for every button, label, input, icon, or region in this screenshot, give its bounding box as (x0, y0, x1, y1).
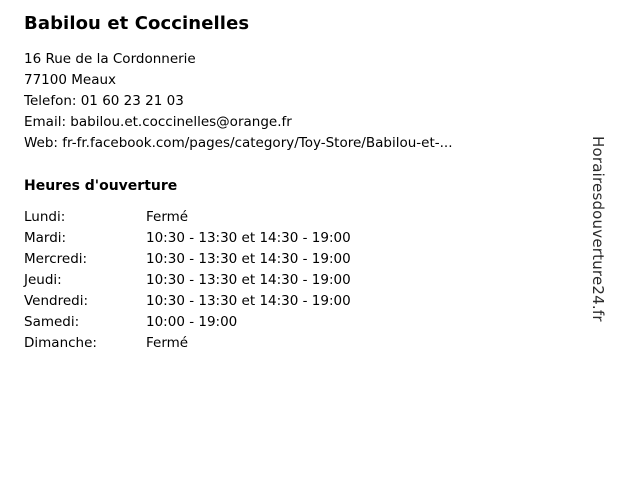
day-label: Vendredi: (24, 293, 89, 309)
page-title: Babilou et Coccinelles (24, 13, 250, 34)
day-label: Mercredi: (24, 251, 88, 267)
phone-line: Telefon: 01 60 23 21 03 (24, 93, 184, 109)
email-line: Email: babilou.et.coccinelles@orange.fr (24, 114, 292, 130)
table-row (24, 291, 466, 312)
day-label: Lundi: (24, 209, 66, 225)
day-hours: Fermé (146, 209, 189, 225)
table-row (24, 333, 466, 354)
table-row (24, 249, 466, 270)
day-label: Samedi: (24, 314, 80, 330)
day-hours: 10:30 - 13:30 et 14:30 - 19:00 (146, 272, 351, 288)
street-address: 16 Rue de la Cordonnerie (24, 51, 196, 67)
day-hours: 10:30 - 13:30 et 14:30 - 19:00 (146, 293, 351, 309)
table-row (24, 207, 466, 228)
table-row (24, 228, 466, 249)
opening-hours-heading: Heures d'ouverture (24, 178, 178, 194)
business-info-block (24, 13, 594, 354)
website-line: Web: fr-fr.facebook.com/pages/category/Toy-Store/Babilou-et-... (24, 135, 453, 151)
day-hours: 10:00 - 19:00 (146, 314, 238, 330)
day-label: Dimanche: (24, 335, 97, 351)
day-hours: 10:30 - 13:30 et 14:30 - 19:00 (146, 251, 351, 267)
table-row (24, 312, 466, 333)
day-label: Jeudi: (24, 272, 62, 288)
opening-hours-table (24, 207, 466, 354)
table-row (24, 270, 466, 291)
day-label: Mardi: (24, 230, 67, 246)
day-hours: Fermé (146, 335, 189, 351)
day-hours: 10:30 - 13:30 et 14:30 - 19:00 (146, 230, 351, 246)
watermark-text: Horairesdouverture24.fr (589, 136, 607, 322)
city-line: 77100 Meaux (24, 72, 117, 88)
